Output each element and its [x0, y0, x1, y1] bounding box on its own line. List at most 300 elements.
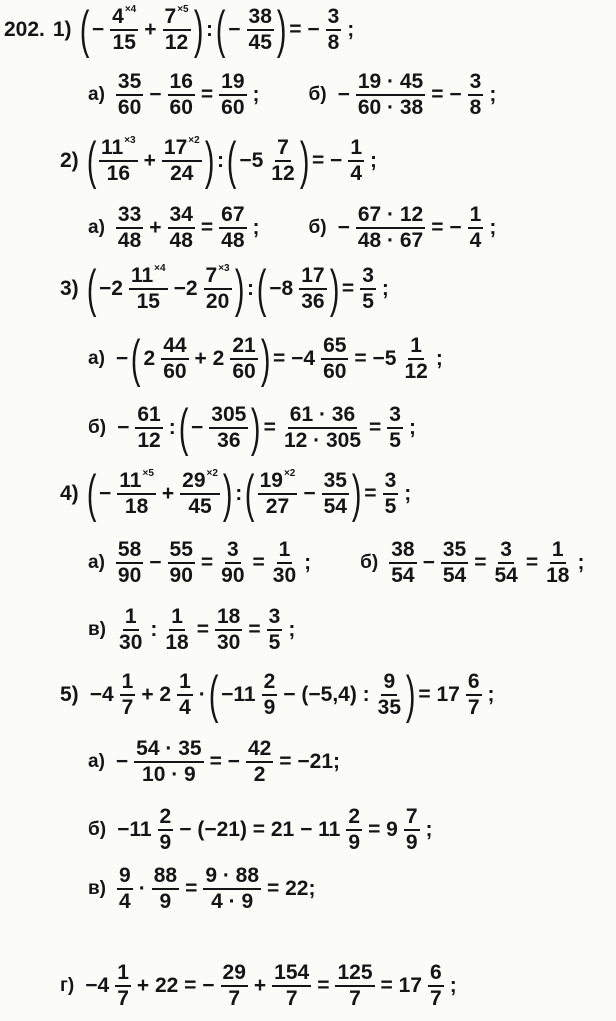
math-text: = −5	[354, 347, 397, 370]
numerator: $19^{\times 2}$	[258, 469, 298, 495]
math-text: =	[474, 551, 487, 574]
item-label: 2)	[60, 149, 79, 172]
denominator: 24	[170, 162, 194, 185]
math-text: −	[117, 416, 130, 439]
numerator: 2	[158, 805, 174, 831]
numerator: 6	[428, 961, 444, 987]
fraction	[120, 670, 136, 720]
denominator: 90	[169, 564, 193, 587]
fraction	[117, 469, 156, 519]
equation-line	[4, 1, 357, 59]
math-text: = −	[209, 750, 240, 773]
math-text: +	[253, 974, 267, 997]
math-text: ;	[435, 347, 443, 370]
numerator: 1	[115, 961, 131, 987]
numerator: 6	[466, 670, 482, 696]
math-text: ;	[487, 683, 495, 706]
fraction	[468, 70, 484, 120]
numerator: 42	[246, 737, 273, 763]
numerator: 21	[230, 334, 257, 360]
denominator: 48	[221, 229, 245, 252]
denominator: 36	[217, 429, 241, 452]
fraction	[230, 334, 257, 384]
math-text: +	[149, 216, 162, 239]
numerator: 38	[247, 5, 274, 31]
denominator: 12	[404, 360, 428, 383]
fraction	[267, 605, 283, 655]
numerator: 54 · 35	[134, 737, 203, 763]
denominator: 60 · 38	[357, 96, 424, 119]
math-text: = 17	[418, 683, 460, 706]
bracket: )	[193, 1, 204, 59]
fraction	[168, 203, 195, 253]
denominator: 9	[405, 831, 418, 854]
fraction	[116, 203, 143, 253]
denominator: 27	[265, 495, 290, 518]
bracket: )	[405, 666, 416, 724]
sub-item-label: б)	[88, 417, 107, 438]
math-text: =	[200, 216, 214, 239]
fraction	[116, 70, 143, 120]
math-text: = −	[289, 18, 320, 41]
numerator: 1	[177, 670, 193, 696]
equation-line	[60, 961, 460, 1011]
denominator: 30	[217, 631, 241, 654]
fraction	[376, 670, 403, 720]
multiplier-note: ×5	[177, 4, 189, 15]
bracket: )	[351, 465, 362, 523]
denominator: 8	[469, 96, 482, 119]
math-text: +	[161, 482, 175, 505]
math-text: = −	[311, 149, 343, 172]
denominator: 7	[285, 987, 298, 1010]
numerator: 3	[326, 5, 342, 31]
fraction	[247, 5, 274, 55]
numerator: $7^{\times 3}$	[204, 264, 232, 290]
fraction	[117, 864, 133, 914]
numerator: 1	[277, 538, 293, 564]
fraction	[163, 5, 191, 55]
numerator: 1	[468, 203, 484, 229]
fraction	[335, 961, 374, 1011]
denominator: 54	[323, 495, 347, 518]
fraction	[269, 136, 296, 186]
bracket: (	[178, 399, 189, 457]
math-text: ;	[288, 618, 296, 641]
math-text: =	[364, 482, 377, 505]
denominator: 16	[106, 162, 130, 185]
denominator: 8	[327, 31, 340, 54]
equation-line	[60, 465, 414, 523]
denominator: 4	[350, 162, 363, 185]
numerator: 1	[408, 334, 424, 360]
item-label: 202.	[4, 18, 45, 41]
denominator: 60	[169, 96, 193, 119]
fraction	[180, 469, 220, 519]
multiplier-note: ×3	[124, 135, 136, 146]
numerator: 7	[275, 136, 291, 162]
math-text: =	[248, 618, 261, 641]
numerator: 29	[221, 961, 248, 987]
numerator: $11^{\times 4}$	[129, 264, 168, 290]
numerator: 154	[272, 961, 311, 987]
multiplier-note: ×4	[124, 4, 137, 15]
math-text: −4	[85, 974, 110, 997]
math-text: −2	[99, 277, 123, 300]
math-text: −	[337, 83, 350, 106]
fraction	[271, 538, 298, 588]
math-text: = 17	[380, 974, 422, 997]
math-text: =	[200, 551, 214, 574]
denominator: 12	[137, 429, 161, 452]
math-text: −	[99, 482, 112, 505]
denominator: 20	[205, 290, 230, 313]
fraction	[152, 864, 179, 914]
math-text: −5	[239, 149, 264, 172]
fraction	[162, 136, 202, 186]
denominator: 18	[165, 631, 189, 654]
bracket: (	[86, 132, 97, 190]
bracket: )	[204, 132, 215, 190]
math-text: −11	[221, 683, 256, 706]
bracket: (	[86, 465, 97, 523]
fraction	[282, 403, 363, 453]
denominator: 9	[159, 831, 172, 854]
fraction	[348, 136, 364, 186]
fraction	[356, 70, 425, 120]
denominator: 15	[112, 31, 136, 54]
sub-item-label: а)	[88, 751, 105, 772]
numerator: 55	[168, 538, 195, 564]
numerator: 3	[360, 264, 376, 290]
math-text: = 22;	[267, 877, 316, 900]
numerator: 2	[262, 670, 278, 696]
math-text: = −	[431, 83, 462, 106]
fraction	[177, 670, 193, 720]
math-text: :	[235, 482, 243, 505]
denominator: 54	[442, 564, 467, 587]
math-text: + 22 = −	[136, 974, 215, 997]
equation-line	[88, 330, 446, 388]
multiplier-note: ×2	[188, 135, 200, 146]
numerator: $11^{\times 5}$	[117, 469, 156, 495]
multiplier-note: ×5	[142, 468, 154, 479]
fraction	[258, 469, 298, 519]
item-label: 3)	[60, 277, 79, 300]
math-text: ;	[370, 149, 378, 172]
math-text: =	[525, 551, 539, 574]
bracket: (	[208, 666, 219, 724]
denominator: 48	[117, 229, 142, 252]
fraction	[322, 469, 349, 519]
fraction	[389, 538, 416, 588]
sub-item-label: б)	[308, 217, 327, 238]
math-text: :	[205, 18, 213, 41]
math-text: =	[341, 277, 355, 300]
sub-item-label: б)	[88, 819, 107, 840]
numerator: $4^{\times 4}$	[110, 5, 138, 31]
denominator: 4	[119, 890, 131, 913]
math-text: −11	[117, 818, 152, 841]
denominator: 15	[136, 290, 160, 313]
math-text: −	[303, 482, 316, 505]
denominator: 7	[467, 696, 480, 719]
sub-item-label: б)	[360, 552, 379, 573]
bracket: )	[260, 330, 271, 388]
equation-line	[88, 737, 343, 787]
math-text: ;	[449, 974, 457, 997]
equation-line	[88, 70, 499, 120]
numerator: 1	[348, 136, 364, 162]
numerator: 65	[321, 334, 348, 360]
math-text: −	[422, 551, 435, 574]
denominator: 12 · 305	[283, 429, 361, 452]
denominator: 5	[268, 631, 281, 654]
denominator: 12	[164, 31, 189, 54]
denominator: 2	[253, 763, 266, 786]
bracket: )	[251, 399, 261, 457]
bracket: (	[245, 465, 255, 523]
sub-item-label: а)	[88, 217, 105, 238]
math-text: :	[246, 277, 254, 300]
numerator: 9 · 88	[203, 864, 261, 890]
sub-item-label: а)	[88, 552, 105, 573]
math-text: =	[263, 416, 276, 439]
denominator: 4	[179, 696, 191, 719]
denominator: 7	[121, 696, 134, 719]
denominator: 90	[117, 564, 142, 587]
numerator: 16	[168, 70, 195, 96]
denominator: 18	[546, 564, 570, 587]
fraction	[110, 5, 138, 55]
denominator: 9	[159, 890, 172, 913]
math-text: :	[216, 149, 224, 172]
numerator: 38	[389, 538, 416, 564]
math-text: = −4	[273, 347, 316, 370]
denominator: 90	[221, 564, 245, 587]
numerator: 61	[135, 403, 162, 429]
denominator: 36	[301, 290, 325, 313]
numerator: 9	[117, 864, 133, 890]
math-text: + 2	[141, 683, 172, 706]
fraction	[402, 334, 429, 384]
fraction	[321, 334, 348, 384]
denominator: 10 · 9	[142, 763, 196, 786]
fraction	[356, 203, 425, 253]
sub-item-label: б)	[308, 84, 327, 105]
fraction	[204, 264, 232, 314]
numerator: 67	[219, 203, 246, 229]
multiplier-note: ×2	[283, 468, 296, 479]
fraction	[326, 5, 342, 55]
denominator: 45	[248, 31, 272, 54]
numerator: 3	[387, 403, 403, 429]
math-text: −	[149, 83, 162, 106]
math-text: +	[144, 18, 157, 41]
sub-item-label: а)	[88, 348, 105, 369]
numerator: $11^{\times 3}$	[99, 136, 138, 162]
sub-item-label: г)	[60, 975, 75, 996]
equation-line	[88, 203, 499, 253]
bracket: )	[276, 1, 287, 59]
denominator: 9	[263, 696, 276, 719]
fraction	[117, 605, 144, 655]
sub-item-label: в)	[88, 619, 107, 640]
multiplier-note: ×3	[218, 263, 230, 274]
math-text: −4	[89, 683, 114, 706]
denominator: 30	[272, 564, 297, 587]
bracket: )	[222, 465, 233, 523]
fraction	[129, 264, 168, 314]
bracket: (	[226, 132, 237, 190]
denominator: 45	[188, 495, 212, 518]
math-text: ;	[304, 551, 312, 574]
item-label: 5)	[60, 683, 79, 706]
numerator: 35	[441, 538, 468, 564]
bracket: (	[79, 1, 89, 59]
math-text: ;	[425, 818, 433, 841]
numerator: 305	[209, 403, 248, 429]
fraction	[468, 203, 484, 253]
math-text: ;	[577, 551, 585, 574]
fraction	[428, 961, 444, 1011]
fraction	[262, 670, 278, 720]
bracket: )	[329, 260, 340, 318]
math-text: =	[369, 416, 382, 439]
math-text: −	[337, 216, 350, 239]
numerator: 3	[225, 538, 241, 564]
math-text: ;	[252, 216, 260, 239]
math-text: ·	[198, 683, 206, 706]
denominator: 35	[377, 696, 402, 719]
math-text: = −	[431, 216, 462, 239]
fraction	[209, 403, 248, 453]
math-text: = −21;	[279, 750, 341, 773]
math-text: −	[228, 18, 241, 41]
bracket: )	[234, 260, 245, 318]
numerator: 1	[120, 670, 136, 696]
denominator: 54	[391, 564, 415, 587]
fraction	[163, 605, 190, 655]
fraction	[161, 334, 188, 384]
numerator: 3	[468, 70, 484, 96]
numerator: 35	[116, 70, 143, 96]
numerator: $17^{\times 2}$	[162, 136, 202, 162]
fraction	[544, 538, 571, 588]
fraction	[99, 136, 138, 186]
denominator: 12	[271, 162, 295, 185]
fraction	[221, 961, 248, 1011]
numerator: 3	[498, 538, 514, 564]
numerator: 1	[550, 538, 566, 564]
denominator: 5	[389, 429, 401, 452]
equation-line	[88, 864, 318, 914]
sub-item-label: а)	[88, 84, 105, 105]
math-text: −	[115, 347, 129, 370]
denominator: 30	[119, 631, 143, 654]
item-label: 1)	[52, 18, 72, 41]
denominator: 9	[348, 831, 361, 854]
numerator: 2	[346, 805, 362, 831]
denominator: 54	[494, 564, 518, 587]
math-text: + 2	[194, 347, 225, 370]
fraction	[299, 264, 326, 314]
denominator: 7	[228, 987, 241, 1010]
numerator: 9	[381, 670, 397, 696]
math-text: =	[196, 618, 209, 641]
fraction	[360, 264, 376, 314]
denominator: 4 · 9	[211, 890, 254, 913]
numerator: 1	[169, 605, 185, 631]
math-text: =	[252, 551, 265, 574]
equation-line	[88, 538, 587, 588]
fraction	[203, 864, 261, 914]
denominator: 60	[221, 96, 245, 119]
math-text: ·	[138, 877, 146, 900]
multiplier-note: ×4	[154, 263, 166, 274]
denominator: 60	[323, 360, 347, 383]
fraction	[387, 403, 403, 453]
equation-line	[88, 805, 436, 855]
fraction	[134, 737, 203, 787]
fraction	[219, 70, 246, 120]
denominator: 60	[163, 360, 187, 383]
denominator: 48	[169, 229, 193, 252]
math-text: −	[115, 750, 129, 773]
math-text: −8	[269, 277, 294, 300]
math-text: −	[191, 416, 204, 439]
fraction	[466, 670, 482, 720]
math-text: ;	[489, 216, 497, 239]
denominator: 7	[349, 987, 361, 1010]
math-text: ;	[252, 83, 260, 106]
denominator: 60	[232, 360, 256, 383]
math-text: −	[91, 18, 105, 41]
equation-line	[60, 132, 380, 190]
numerator: 34	[168, 203, 195, 229]
math-text: :	[150, 618, 158, 641]
denominator: 4	[469, 229, 482, 252]
fraction	[168, 70, 195, 120]
fraction	[219, 538, 246, 588]
bracket: (	[131, 330, 141, 388]
numerator: 17	[299, 264, 326, 290]
item-label: 4)	[60, 482, 79, 505]
numerator: 19 · 45	[356, 70, 425, 96]
math-text: ;	[489, 83, 497, 106]
fraction	[246, 737, 273, 787]
fraction	[215, 605, 242, 655]
math-text: =	[317, 974, 330, 997]
math-text: −2	[173, 277, 198, 300]
numerator: 58	[116, 538, 143, 564]
denominator: 7	[430, 987, 442, 1010]
multiplier-note: ×2	[206, 468, 218, 479]
math-text: ;	[381, 277, 389, 300]
math-text: 2	[143, 347, 156, 370]
fraction	[404, 805, 420, 855]
math-text: =	[200, 83, 214, 106]
denominator: 7	[117, 987, 129, 1010]
equation-line	[60, 666, 498, 724]
fraction	[383, 469, 399, 519]
denominator: 18	[124, 495, 149, 518]
numerator: 3	[267, 605, 283, 631]
numerator: 3	[383, 469, 399, 495]
numerator: 1	[123, 605, 139, 631]
math-text: ;	[408, 416, 416, 439]
bracket: (	[215, 1, 226, 59]
